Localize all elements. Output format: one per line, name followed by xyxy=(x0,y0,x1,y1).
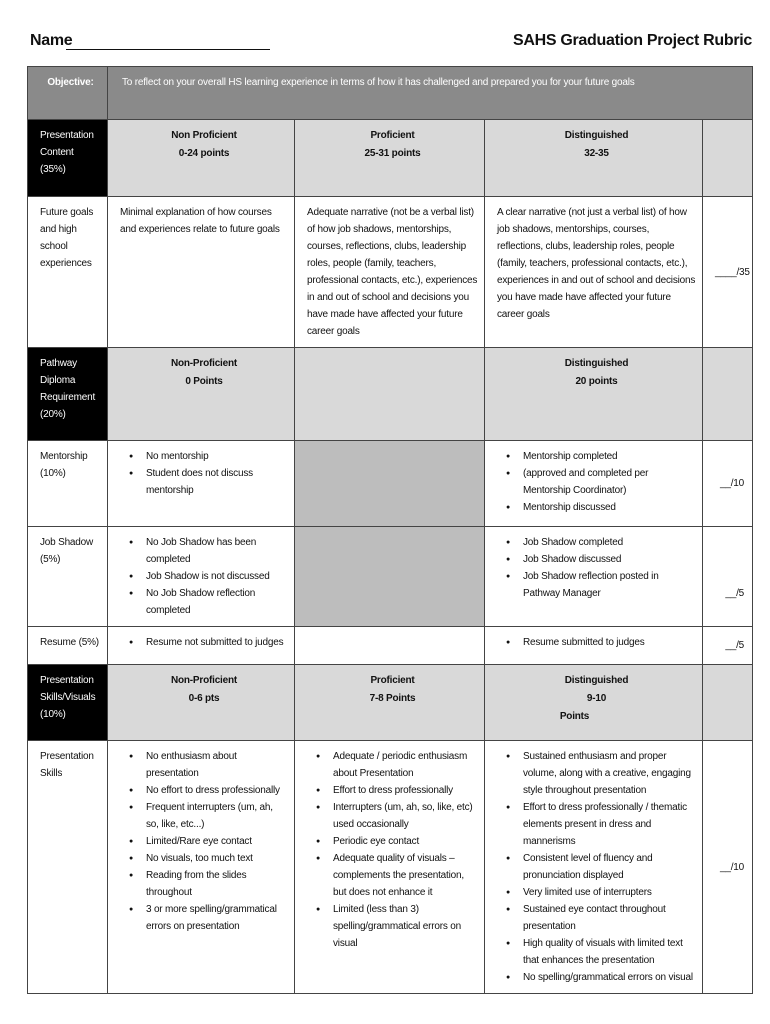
list-item: ● Periodic eye contact xyxy=(333,833,478,850)
pathway-header-row xyxy=(28,348,753,441)
list-item: ● No enthusiasm about presentation xyxy=(146,748,288,782)
rubric-table xyxy=(27,66,753,994)
rubric-title: SAHS Graduation Project Rubric xyxy=(512,32,752,49)
job-shadow-row xyxy=(28,527,753,627)
list-item: ● Frequent interrupters (um, ah, so, like, etc...) xyxy=(146,799,288,833)
objective-text: To reflect on your overall HS learning experience in terms of how it has challenged and prepared you for your future goals xyxy=(108,67,753,120)
resume-proficient-empty xyxy=(295,627,485,665)
skills-score-header xyxy=(703,665,753,741)
list-item: ● High quality of visuals with limited text that enhances the presentation xyxy=(523,935,696,969)
presentation-skills-non-proficient xyxy=(108,741,295,994)
list-item: ● Job Shadow reflection posted in Pathway Manager xyxy=(523,568,696,602)
skills-header-row xyxy=(28,665,753,741)
future-goals-distinguished: A clear narrative (not just a verbal list) of how job shadows, mentorships, courses, reflections, clubs, leadership roles, people (family, teachers, professional contacts, etc.), experiences in and out of school and decisions you have made have affected your future career goals xyxy=(485,197,703,348)
list-item: ● Sustained eye contact throughout presentation xyxy=(523,901,696,935)
job-shadow-distinguished xyxy=(485,527,703,627)
level-non-proficient: Non Proficient 0-24 points xyxy=(108,120,295,197)
list-item: ● No visuals, too much text xyxy=(146,850,288,867)
resume-distinguished xyxy=(485,627,703,665)
mentorship-non-proficient xyxy=(108,441,295,527)
list-item: ● No mentorship xyxy=(146,448,288,465)
score-header-cell xyxy=(703,120,753,197)
list-item: ● Effort to dress professionally xyxy=(333,782,478,799)
list-item: ● Mentorship discussed xyxy=(523,499,696,516)
job-shadow-proficient-empty xyxy=(295,527,485,627)
resume-non-proficient xyxy=(108,627,295,665)
level-distinguished: Distinguished 32-35 xyxy=(485,120,703,197)
presentation-skills-distinguished xyxy=(485,741,703,994)
list-item: ● Mentorship completed xyxy=(523,448,696,465)
presentation-skills-row xyxy=(28,741,753,994)
future-goals-row xyxy=(28,197,753,348)
pathway-level-distinguished: Distinguished 20 points xyxy=(485,348,703,441)
skills-level-non-proficient: Non-Proficient 0-6 pts xyxy=(108,665,295,741)
mentorship-row xyxy=(28,441,753,527)
list-item: ● No effort to dress professionally xyxy=(146,782,288,799)
pathway-score-header xyxy=(703,348,753,441)
mentorship-distinguished xyxy=(485,441,703,527)
job-shadow-non-proficient xyxy=(108,527,295,627)
mentorship-score[interactable]: __/10 xyxy=(703,441,753,527)
list-item: ● Consistent level of fluency and pronunciation displayed xyxy=(523,850,696,884)
future-goals-proficient: Adequate narrative (not be a verbal list) of how job shadows, mentorships, courses, reflections, clubs, leadership roles, people (family, teachers, professional contacts, etc.), experiences in and out of school and decisions you have made have affected your future career goals xyxy=(295,197,485,348)
future-goals-non-proficient: Minimal explanation of how courses and experiences relate to future goals xyxy=(108,197,295,348)
list-item: ● No Job Shadow has been completed xyxy=(146,534,288,568)
presentation-content-title: Presentation Content (35%) xyxy=(28,120,108,197)
resume-label: Resume (5%) xyxy=(28,627,108,665)
list-item: ● Reading from the slides throughout xyxy=(146,867,288,901)
list-item: ● Resume submitted to judges xyxy=(523,634,696,651)
skills-title: Presentation Skills/Visuals (10%) xyxy=(28,665,108,741)
presentation-skills-proficient xyxy=(295,741,485,994)
list-item: ● Student does not discuss mentorship xyxy=(146,465,288,499)
resume-score[interactable]: __/5 xyxy=(703,627,753,665)
name-label: Name xyxy=(30,32,73,49)
pathway-level-proficient-empty xyxy=(295,348,485,441)
skills-level-proficient: Proficient 7-8 Points xyxy=(295,665,485,741)
skills-level-distinguished: Distinguished 9-10 Points xyxy=(485,665,703,741)
list-item: ● (approved and completed per Mentorship Coordinator) xyxy=(523,465,696,499)
job-shadow-score[interactable]: __/5 xyxy=(703,527,753,627)
objective-row xyxy=(28,67,753,120)
name-blank-line[interactable] xyxy=(66,49,270,50)
page-header xyxy=(30,28,752,56)
list-item: ● Job Shadow discussed xyxy=(523,551,696,568)
list-item: ● Effort to dress professionally / thematic elements present in dress and mannerisms xyxy=(523,799,696,850)
mentorship-label: Mentorship (10%) xyxy=(28,441,108,527)
list-item: ● Sustained enthusiasm and proper volume, along with a creative, engaging style throughout presentation xyxy=(523,748,696,799)
pathway-level-non-proficient: Non-Proficient 0 Points xyxy=(108,348,295,441)
pathway-title: Pathway Diploma Requirement (20%) xyxy=(28,348,108,441)
job-shadow-label: Job Shadow (5%) xyxy=(28,527,108,627)
mentorship-proficient-empty xyxy=(295,441,485,527)
presentation-skills-label: Presentation Skills xyxy=(28,741,108,994)
list-item: ● Job Shadow is not discussed xyxy=(146,568,288,585)
list-item: ● Limited/Rare eye contact xyxy=(146,833,288,850)
list-item: ● Adequate / periodic enthusiasm about Presentation xyxy=(333,748,478,782)
level-proficient: Proficient 25-31 points xyxy=(295,120,485,197)
list-item: ● Adequate quality of visuals – complements the presentation, but does not enhance it xyxy=(333,850,478,901)
future-goals-label: Future goals and high school experiences xyxy=(28,197,108,348)
list-item: ● Interrupters (um, ah, so, like, etc) used occasionally xyxy=(333,799,478,833)
presentation-skills-score[interactable]: __/10 xyxy=(703,741,753,994)
list-item: ● Very limited use of interrupters xyxy=(523,884,696,901)
future-goals-score[interactable]: ____/35 xyxy=(703,197,753,348)
list-item: ● Resume not submitted to judges xyxy=(146,634,288,651)
list-item: ● 3 or more spelling/grammatical errors on presentation xyxy=(146,901,288,935)
list-item: ● No spelling/grammatical errors on visual xyxy=(523,969,696,986)
list-item: ● Job Shadow completed xyxy=(523,534,696,551)
objective-label: Objective: xyxy=(28,67,108,120)
resume-row xyxy=(28,627,753,665)
list-item: ● Limited (less than 3) spelling/grammatical errors on visual xyxy=(333,901,478,952)
presentation-content-header-row xyxy=(28,120,753,197)
list-item: ● No Job Shadow reflection completed xyxy=(146,585,288,619)
